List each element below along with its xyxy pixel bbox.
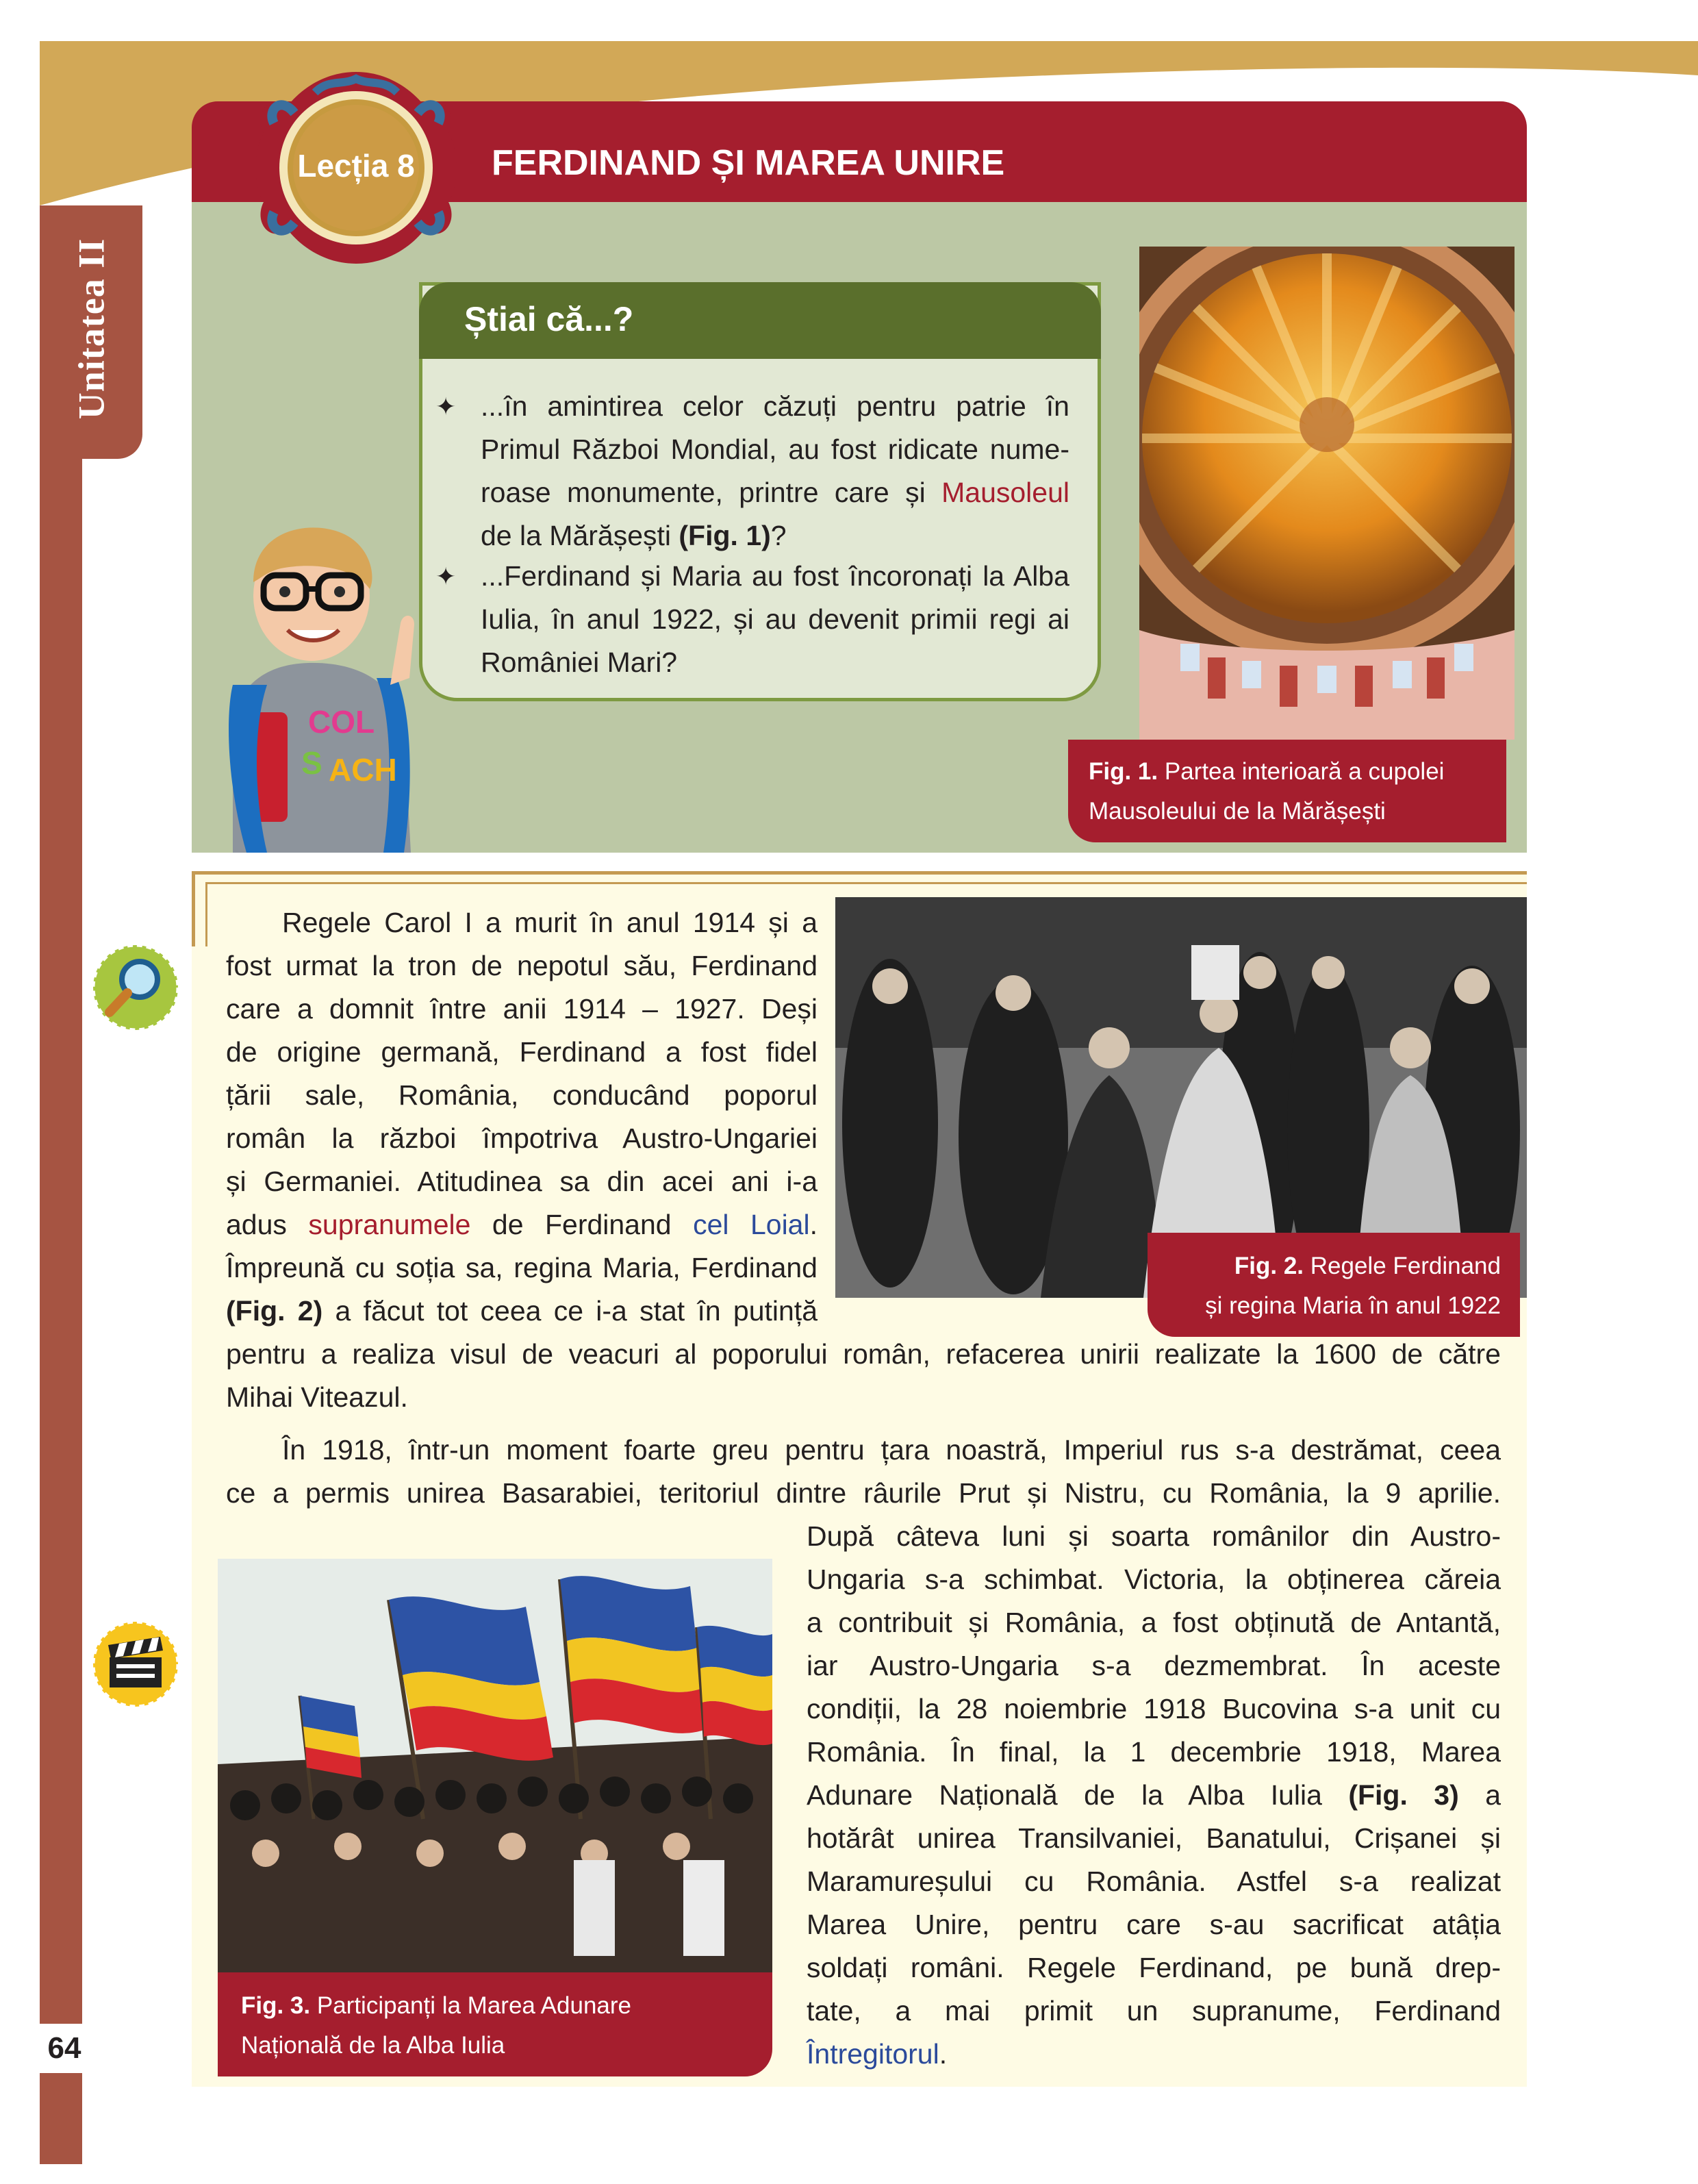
item1-line4-end: ? xyxy=(770,520,787,551)
p1-line: țării sale, România, conducând poporul xyxy=(226,1079,818,1111)
frame-line xyxy=(205,882,207,946)
item2-line2: Iulia, în anul 1922, și au devenit primii regi ai xyxy=(481,603,1069,635)
svg-text:COL: COL xyxy=(308,704,375,740)
p3-line: Ungaria s-a schimbat. Victoria, la obținerea căreia xyxy=(807,1564,1501,1595)
p1-line: Regele Carol I a murit în anul 1914 și a xyxy=(282,907,818,938)
svg-text:ACH: ACH xyxy=(329,752,397,788)
loyal-term: cel Loial xyxy=(693,1209,810,1240)
p3-text: a xyxy=(1458,1779,1501,1811)
p3-line: a contribuit și România, a fost obținută de Antantă, xyxy=(807,1607,1501,1638)
page-number: 64 xyxy=(47,2031,81,2065)
body-paragraph-2 xyxy=(226,1429,1501,1515)
p3-text: . xyxy=(939,2038,948,2070)
fig3-alba-iulia-assembly-photo xyxy=(218,1559,772,1982)
fig1-caption-line1: Partea interioară a cupolei xyxy=(1164,758,1445,785)
p3-line: soldați români. Regele Ferdinand, pe bună drep- xyxy=(807,1952,1501,1983)
p1-line: Împreună cu soția sa, regina Maria, Ferdinand xyxy=(226,1252,818,1283)
frame-line xyxy=(192,871,1527,875)
fig2-label: Fig. 2. xyxy=(1234,1253,1304,1279)
p1-line: Mihai Viteazul. xyxy=(226,1381,408,1413)
p1-text: adus xyxy=(226,1209,309,1240)
lesson-label: Lecția 8 xyxy=(297,148,415,184)
p3-line xyxy=(807,1774,1501,1817)
nickname-term: supranumele xyxy=(308,1209,471,1240)
fig3-reference: (Fig. 3) xyxy=(1348,1779,1459,1811)
boy-with-glasses-illustration xyxy=(205,507,438,853)
fig3-caption xyxy=(218,1972,772,2076)
magnifier-icon[interactable] xyxy=(89,941,182,1034)
p1-line: și Germaniei. Atitudinea sa din acei ani i-a xyxy=(226,1166,818,1197)
fig2-caption-line2: și regina Maria în anul 1922 xyxy=(1205,1292,1501,1319)
fig3-caption-line2: Națională de la Alba Iulia xyxy=(241,2032,505,2059)
p2-line: ce a permis unirea Basarabiei, teritoriul dintre râurile Prut și Nistru, cu România, la 9 aprilie. xyxy=(226,1477,1501,1509)
fig3-caption-line1: Participanți la Marea Adunare xyxy=(316,1992,632,2019)
p3-line: După câteva luni și soarta românilor din Austro- xyxy=(807,1520,1501,1552)
p3-line: condiții, la 28 noiembrie 1918 Bucovina s-a unit cu xyxy=(807,1693,1501,1724)
p1-line: fost urmat la tron de nepotul său, Ferdinand xyxy=(226,950,818,981)
svg-text:S: S xyxy=(301,745,322,781)
lesson-title: FERDINAND ȘI MAREA UNIRE xyxy=(492,143,1005,183)
p1-line: român la război împotriva Austro-Ungariei xyxy=(226,1122,818,1154)
fig2-caption xyxy=(1148,1233,1520,1337)
fig3-label: Fig. 3. xyxy=(241,1992,311,2019)
p3-line: România. În final, la 1 decembrie 1918, Marea xyxy=(807,1736,1501,1768)
fig1-reference: (Fig. 1) xyxy=(679,520,771,551)
item1-line1: ...în amintirea celor căzuți pentru patrie în xyxy=(481,390,1069,422)
unit-side-bar xyxy=(40,205,82,2164)
fig1-label: Fig. 1. xyxy=(1089,758,1158,785)
item1-line4 xyxy=(481,514,1069,557)
unit-label-text: Unitatea II xyxy=(71,238,112,420)
p3-line xyxy=(807,2033,1501,2076)
item1-line4-text: de la Mărășești xyxy=(481,520,679,551)
frame-line xyxy=(205,882,1527,884)
item2-line3: României Mari? xyxy=(481,647,678,678)
item2-line1: ...Ferdinand și Maria au fost încoronați la Alba xyxy=(481,560,1069,592)
fig1-caption-line2: Mausoleului de la Mărășești xyxy=(1089,798,1386,825)
did-you-know-title: Știai că...? xyxy=(464,300,634,338)
p1-text: de Ferdinand xyxy=(470,1209,694,1240)
fig1-mausoleum-dome-photo xyxy=(1139,247,1515,740)
unit-label xyxy=(41,205,141,452)
sparkle-bullet-icon: ✦ xyxy=(435,562,457,590)
p1-text: . xyxy=(809,1209,818,1240)
p3-line: Maramureșului cu România. Astfel s-a realizat xyxy=(807,1866,1501,1897)
p3-line: Marea Unire, pentru care s-au sacrificat atâția xyxy=(807,1909,1501,1940)
did-you-know-item-2 xyxy=(435,555,1069,684)
p3-line: tate, a mai primit un supranume, Ferdinand xyxy=(807,1995,1501,2026)
p1-line: de origine germană, Ferdinand a fost fidel xyxy=(226,1036,818,1068)
unifier-term: Întregitorul xyxy=(807,2038,939,2070)
p3-line: hotărât unirea Transilvaniei, Banatului, Crișanei și xyxy=(807,1822,1501,1854)
frame-line xyxy=(192,871,195,946)
body-paragraph-1 xyxy=(226,901,818,1333)
fig2-reference: (Fig. 2) xyxy=(226,1295,323,1327)
clapperboard-icon[interactable] xyxy=(89,1618,182,1711)
p2-line: În 1918, într-un moment foarte greu pentru țara noastră, Imperiul rus s-a destrămat, ceea xyxy=(282,1434,1501,1466)
p3-line: iar Austro-Ungaria s-a dezmembrat. În aceste xyxy=(807,1650,1501,1681)
mausoleum-term: Mausoleul xyxy=(941,477,1069,508)
fig2-caption-line1: Regele Ferdinand xyxy=(1310,1253,1501,1279)
p3-text: Adunare Națională de la Alba Iulia xyxy=(807,1779,1349,1811)
body-paragraph-3 xyxy=(807,1515,1501,2076)
p1-text: a făcut tot ceea ce i-a stat în putință xyxy=(322,1295,818,1327)
item1-line2: Primul Război Mondial, au fost ridicate nume- xyxy=(481,434,1069,465)
p1-line xyxy=(226,1203,818,1246)
sparkle-bullet-icon: ✦ xyxy=(435,392,457,421)
did-you-know-item-1 xyxy=(435,385,1069,557)
body-paragraph-1-continued xyxy=(226,1333,1501,1419)
p1-line: care a domnit între anii 1914 – 1927. Deși xyxy=(226,993,818,1025)
fig1-caption xyxy=(1068,740,1506,842)
p1-line xyxy=(226,1290,818,1333)
item1-line3-text: roase monumente, printre care și xyxy=(481,477,942,508)
p1-line: pentru a realiza visul de veacuri al poporului român, refacerea unirii realizate la 1600 de către xyxy=(226,1338,1501,1370)
item1-line3 xyxy=(481,471,1069,514)
